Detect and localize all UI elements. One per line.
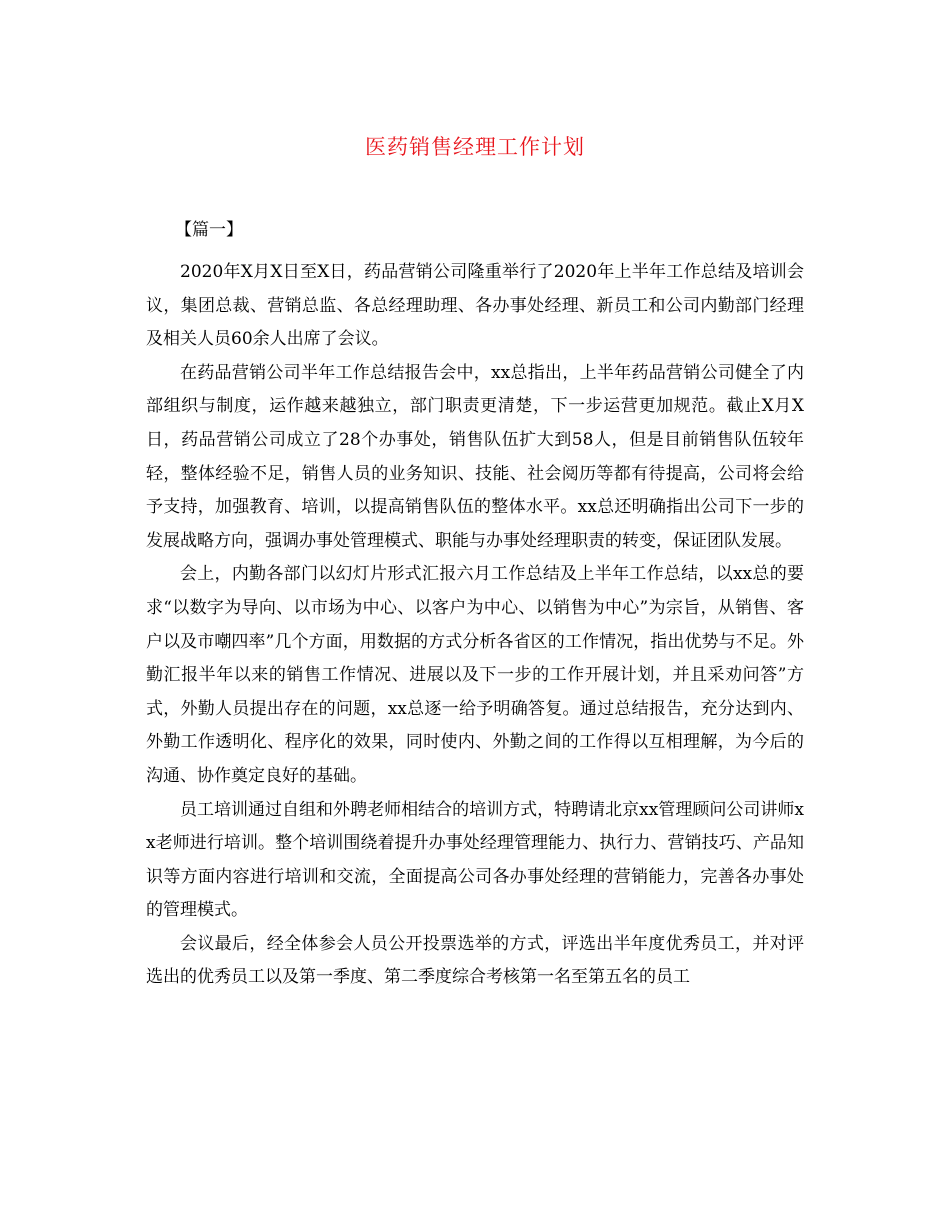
paragraph-3: 会上，内勤各部门以幻灯片形式汇报六月工作总结及上半年工作总结，以xx总的要求“以数字为导向、以市场为中心、以客户为中心、以销售为中心”为宗旨，从销售、客户以及市嘲四率”几个方面，用数据的方式分析各省区的工作情况，指出优势与不足。外勤汇报半年以来的销售工作情况、进展以及下一步的工作开展计划，并且采劝问答”方式，外勤人员提出存在的问题，xx总逐一给予明确答复。通过总结报告，充分达到内、外勤工作透明化、程序化的效果，同时使内、外勤之间的工作得以互相理解，为今后的沟通、协作奠定良好的基础。	[146, 564, 804, 786]
paragraph-2: 在药品营销公司半年工作总结报告会中，xx总指出，上半年药品营销公司健全了内部组织与制度，运作越来越独立，部门职责更清楚，下一步运营更加规范。截止X月X日，药品营销公司成立了28个办事处，销售队伍扩大到58人，但是目前销售队伍较年轻，整体经验不足，销售人员的业务知识、技能、社会阅历等都有待提高，公司将会给予支持，加强教育、培训，以提高销售队伍的整体水平。xx总还明确指出公司下一步的发展战略方向，强调办事处管理模式、职能与办事处经理职责的转变，保证团队发展。	[146, 362, 804, 551]
paragraph-5: 会议最后，经全体参会人员公开投票选举的方式，评选出半年度优秀员工，并对评选出的优秀员工以及第一季度、第二季度综合考核第一名至第五名的员工	[146, 933, 804, 988]
document-title: 医药销售经理工作计划	[365, 135, 585, 159]
paragraph-1: 2020年X月X日至X日，药品营销公司隆重举行了2020年上半年工作总结及培训会议，集团总裁、营销总监、各总经理助理、各办事处经理、新员工和公司内勤部门经理及相关人员60余人出席了会议。	[146, 262, 804, 350]
section-heading: 【篇一】	[175, 220, 243, 240]
paragraph-4: 员工培训通过自组和外聘老师相结合的培训方式，特聘请北京xx管理顾问公司讲师xx老师进行培训。整个培训围绕着提升办事处经理管理能力、执行力、营销技巧、产品知识等方面内容进行培训和交流，全面提高公司各办事处经理的营销能力，完善各办事处的管理模式。	[146, 799, 804, 921]
document-body	[146, 256, 804, 995]
